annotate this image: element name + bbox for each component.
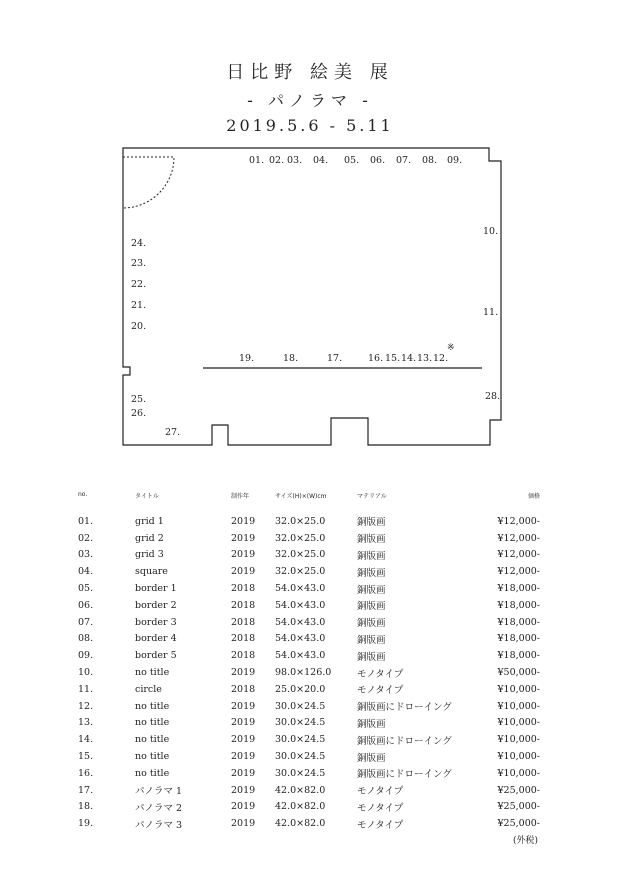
works-price-table [78, 491, 540, 832]
cell-material: モノタイプ [357, 819, 404, 831]
cell-year: 2019 [231, 751, 256, 763]
exhibition-subtitle: - パノラマ - [247, 91, 373, 110]
cell-size: 42.0×82.0 [275, 801, 326, 813]
cell-title: no title [135, 717, 170, 729]
cell-title: grid 3 [135, 549, 164, 561]
table-row [78, 547, 540, 564]
plan-label-06: 06. [370, 155, 386, 166]
cell-price: ¥18,000- [497, 633, 540, 645]
cell-title: no title [135, 734, 170, 746]
cell-size: 54.0×43.0 [275, 616, 326, 628]
cell-size: 30.0×24.5 [275, 734, 326, 746]
plan-label-03: 03. [287, 155, 303, 166]
header-size: サイズ(H)×(W)cm [275, 493, 327, 500]
cell-no: 09. [78, 650, 94, 662]
cell-size: 54.0×43.0 [275, 583, 326, 595]
cell-price: ¥25,000- [497, 801, 540, 813]
cell-size: 30.0×24.5 [275, 700, 326, 712]
cell-title: border 4 [135, 633, 177, 645]
cell-material: 銅版画にドローイング [357, 769, 452, 781]
plan-label-28: 28. [485, 391, 501, 402]
plan-label-10: 10. [483, 226, 499, 237]
cell-material: 銅版画 [357, 601, 386, 613]
cell-title: no title [135, 667, 170, 679]
cell-material: モノタイプ [357, 668, 404, 680]
cell-no: 16. [78, 767, 94, 779]
plan-label-22: 22. [131, 279, 147, 290]
cell-no: 06. [78, 599, 94, 611]
cell-year: 2018 [231, 650, 256, 662]
cell-title: no title [135, 751, 170, 763]
cell-title: no title [135, 700, 170, 712]
cell-size: 32.0×25.0 [275, 566, 326, 578]
cell-no: 17. [78, 784, 94, 796]
plan-label-02: 02. [269, 155, 285, 166]
cell-title: square [135, 566, 168, 578]
cell-title: grid 1 [135, 515, 164, 527]
cell-no: 04. [78, 566, 94, 578]
cell-size: 54.0×43.0 [275, 599, 326, 611]
tax-note: (外税) [512, 836, 538, 846]
table-row [78, 715, 540, 732]
cell-title: パノラマ 3 [135, 819, 183, 831]
plan-label-11: 11. [483, 307, 499, 318]
cell-material: 銅版画 [357, 584, 386, 596]
cell-price: ¥18,000- [497, 583, 540, 595]
table-row [78, 647, 540, 664]
cell-price: ¥10,000- [497, 751, 540, 763]
plan-label-01: 01. [249, 155, 265, 166]
cell-no: 03. [78, 549, 94, 561]
plan-label-15: 15. [385, 353, 401, 364]
cell-year: 2019 [231, 700, 256, 712]
table-header-row [78, 491, 540, 513]
table-row [78, 513, 540, 530]
cell-material: モノタイプ [357, 786, 404, 798]
gallery-wall-outline [123, 148, 501, 445]
cell-no: 10. [78, 667, 94, 679]
cell-year: 2019 [231, 717, 256, 729]
plan-label-08: 08. [422, 155, 438, 166]
cell-size: 30.0×24.5 [275, 751, 326, 763]
table-row [78, 731, 540, 748]
cell-no: 13. [78, 717, 94, 729]
cell-year: 2018 [231, 616, 256, 628]
cell-title: パノラマ 1 [135, 786, 183, 798]
cell-size: 25.0×20.0 [275, 683, 326, 695]
cell-title: border 3 [135, 616, 177, 628]
cell-material: 銅版画 [357, 752, 386, 764]
cell-year: 2019 [231, 818, 256, 830]
cell-material: 銅版画 [357, 550, 386, 562]
cell-price: ¥25,000- [497, 784, 540, 796]
cell-price: ¥12,000- [497, 515, 540, 527]
plan-label-09: 09. [447, 155, 463, 166]
cell-year: 2019 [231, 667, 256, 679]
cell-no: 02. [78, 532, 94, 544]
cell-title: circle [135, 683, 162, 695]
cell-price: ¥10,000- [497, 734, 540, 746]
cell-material: 銅版画 [357, 534, 386, 546]
cell-no: 15. [78, 751, 94, 763]
plan-label-12: 12. [433, 353, 449, 364]
plan-label-25: 25. [131, 394, 147, 405]
plan-label-18: 18. [283, 353, 299, 364]
cell-year: 2018 [231, 599, 256, 611]
cell-no: 05. [78, 583, 94, 595]
exhibition-dates: 2019.5.6 - 5.11 [226, 116, 394, 135]
plan-label-26: 26. [131, 408, 147, 419]
table-row [78, 681, 540, 698]
cell-material: 銅版画 [357, 718, 386, 730]
cell-price: ¥10,000- [497, 683, 540, 695]
cell-title: パノラマ 2 [135, 802, 183, 814]
cell-year: 2019 [231, 515, 256, 527]
cell-no: 12. [78, 700, 94, 712]
cell-price: ¥18,000- [497, 616, 540, 628]
cell-no: 14. [78, 734, 94, 746]
cell-year: 2019 [231, 532, 256, 544]
cell-title: no title [135, 767, 170, 779]
cell-material: モノタイプ [357, 802, 404, 814]
cell-material: 銅版画 [357, 618, 386, 630]
cell-size: 98.0×126.0 [275, 667, 332, 679]
plan-label-24: 24. [131, 238, 147, 249]
cell-title: grid 2 [135, 532, 164, 544]
cell-size: 32.0×25.0 [275, 549, 326, 561]
cell-size: 32.0×25.0 [275, 532, 326, 544]
table-row [78, 664, 540, 681]
plan-label-14: 14. [401, 353, 417, 364]
cell-no: 08. [78, 633, 94, 645]
cell-size: 30.0×24.5 [275, 717, 326, 729]
door-swing-arc [123, 157, 174, 208]
cell-year: 2018 [231, 633, 256, 645]
cell-material: 銅版画 [357, 634, 386, 646]
cell-year: 2018 [231, 683, 256, 695]
cell-no: 19. [78, 818, 94, 830]
cell-title: border 5 [135, 650, 177, 662]
cell-size: 30.0×24.5 [275, 767, 326, 779]
cell-material: 銅版画 [357, 517, 386, 529]
table-row [78, 782, 540, 799]
cell-price: ¥12,000- [497, 549, 540, 561]
plan-label-17: 17. [327, 353, 343, 364]
cell-year: 2019 [231, 767, 256, 779]
cell-year: 2019 [231, 734, 256, 746]
header-material: マテリアル [357, 493, 387, 500]
table-row [78, 765, 540, 782]
table-row [78, 530, 540, 547]
table-row [78, 597, 540, 614]
cell-year: 2019 [231, 549, 256, 561]
plan-label-04: 04. [313, 155, 329, 166]
table-row [78, 799, 540, 816]
cell-size: 54.0×43.0 [275, 633, 326, 645]
table-row [78, 563, 540, 580]
plan-label-20: 20. [131, 321, 147, 332]
cell-price: ¥25,000- [497, 818, 540, 830]
cell-no: 01. [78, 515, 94, 527]
table-row [78, 631, 540, 648]
cell-year: 2019 [231, 801, 256, 813]
note-mark: ※ [447, 343, 455, 353]
cell-material: 銅版画 [357, 567, 386, 579]
cell-price: ¥10,000- [497, 717, 540, 729]
cell-material: 銅版画 [357, 651, 386, 663]
table-row [78, 580, 540, 597]
cell-size: 42.0×82.0 [275, 784, 326, 796]
cell-price: ¥18,000- [497, 599, 540, 611]
cell-year: 2018 [231, 583, 256, 595]
cell-title: border 1 [135, 583, 177, 595]
table-row [78, 614, 540, 631]
cell-size: 32.0×25.0 [275, 515, 326, 527]
table-row [78, 698, 540, 715]
plan-label-19: 19. [239, 353, 255, 364]
table-row [78, 815, 540, 832]
cell-material: 銅版画にドローイング [357, 735, 452, 747]
cell-price: ¥12,000- [497, 566, 540, 578]
header-price: 価格 [527, 493, 540, 500]
cell-no: 07. [78, 616, 94, 628]
plan-label-27: 27. [165, 427, 181, 438]
header-title: タイトル [135, 493, 159, 500]
cell-price: ¥18,000- [497, 650, 540, 662]
table-row [78, 748, 540, 765]
plan-label-16: 16. [368, 353, 384, 364]
plan-label-23: 23. [131, 258, 147, 269]
plan-label-07: 07. [396, 155, 412, 166]
cell-year: 2019 [231, 784, 256, 796]
plan-label-05: 05. [344, 155, 360, 166]
plan-label-13: 13. [417, 353, 433, 364]
cell-price: ¥10,000- [497, 767, 540, 779]
cell-material: モノタイプ [357, 685, 404, 697]
cell-year: 2019 [231, 566, 256, 578]
plan-label-21: 21. [131, 300, 147, 311]
cell-no: 18. [78, 801, 94, 813]
cell-size: 54.0×43.0 [275, 650, 326, 662]
cell-material: 銅版画にドローイング [357, 702, 452, 714]
cell-no: 11. [78, 683, 94, 695]
cell-price: ¥10,000- [497, 700, 540, 712]
header-no: no. [78, 491, 88, 498]
cell-size: 42.0×82.0 [275, 818, 326, 830]
artist-title: 日比野 絵美 展 [226, 62, 394, 83]
cell-title: border 2 [135, 599, 177, 611]
header-year: 制作年 [231, 493, 250, 500]
cell-price: ¥12,000- [497, 532, 540, 544]
cell-price: ¥50,000- [497, 667, 540, 679]
